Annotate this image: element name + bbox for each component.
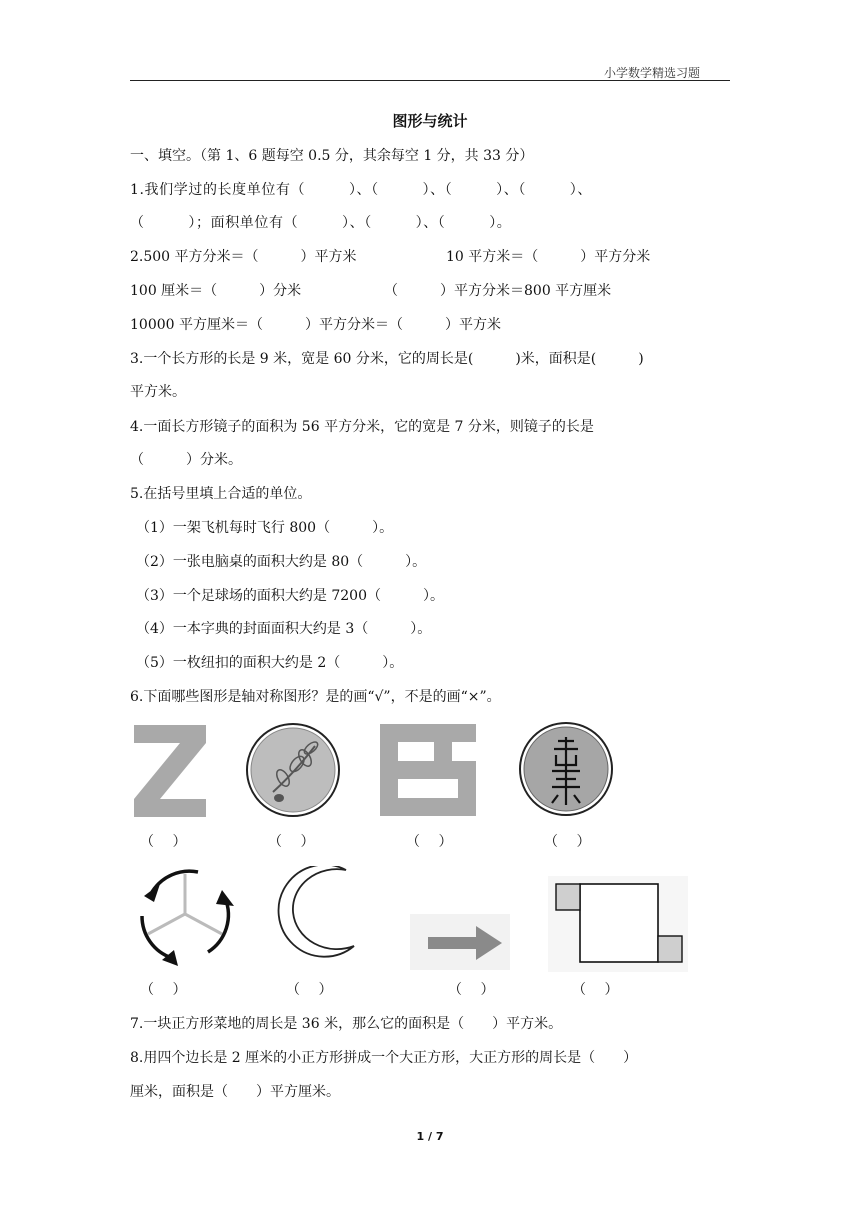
- q3-line1: 3.一个长方形的长是 9 米，宽是 60 分米，它的周长是( )米，面积是( ): [130, 351, 644, 367]
- squares-figure: [548, 876, 688, 972]
- q6-caption-1: （ ）: [140, 834, 187, 850]
- q5-item-4: （4）一本字典的封面面积大约是 3（ ）。: [136, 621, 432, 637]
- q6-caption-3: （ ）: [406, 834, 453, 850]
- q2-e: 10000 平方厘米＝（ ）平方分米＝（ ）平方米: [130, 317, 501, 333]
- q6-stem: 6.下面哪些图形是轴对称图形？是的画“√”，不是的画“×”。: [130, 689, 501, 705]
- q2-c: 100 厘米＝（ ）分米: [130, 283, 302, 299]
- leaf-coin-figure: [245, 722, 341, 818]
- q4-line2: （ ）分米。: [130, 452, 242, 468]
- q5-item-2: （2）一张电脑桌的面积大约是 80（ ）。: [136, 554, 427, 570]
- crescent-moon-figure: [274, 866, 370, 958]
- q2-b: 10 平方米＝（ ）平方分米: [446, 249, 651, 265]
- q7-line: 7.一块正方形菜地的周长是 36 米，那么它的面积是（ ）平方米。: [130, 1016, 563, 1032]
- q3-line2: 平方米。: [130, 384, 186, 400]
- q5-item-5: （5）一枚纽扣的面积大约是 2（ ）。: [136, 655, 404, 671]
- q6-caption-2: （ ）: [268, 834, 315, 850]
- q5-item-1: （1）一架飞机每时飞行 800（ ）。: [136, 520, 394, 536]
- page-header-text: 小学数学精选习题: [603, 66, 700, 80]
- q8-line2: 厘米，面积是（ ）平方厘米。: [130, 1084, 340, 1100]
- q5-stem: 5.在括号里填上合适的单位。: [130, 486, 312, 502]
- q6-caption-7: （ ）: [448, 982, 495, 998]
- q2-a: 2.500 平方分米＝（ ）平方米: [130, 249, 357, 265]
- q6-caption-4: （ ）: [544, 834, 591, 850]
- q5-item-3: （3）一个足球场的面积大约是 7200（ ）。: [136, 588, 444, 604]
- chinese-glyph-figure: [380, 724, 476, 816]
- cycle-arrows-figure: [130, 862, 240, 968]
- header-rule: [130, 80, 730, 81]
- page-number: 1 / 7: [416, 1130, 444, 1143]
- right-arrow-figure: [410, 914, 510, 970]
- letter-z-figure: [134, 725, 206, 817]
- q1-line1: 1.我们学过的长度单位有（ ）、（ ）、（ ）、（ ）、: [130, 182, 592, 198]
- section-heading: 一、填空。（第 1、6 题每空 0.5 分，其余每空 1 分，共 33 分）: [130, 148, 534, 164]
- q4-line1: 4.一面长方形镜子的面积为 56 平方分米，它的宽是 7 分米，则镜子的长是: [130, 419, 594, 435]
- q6-caption-6: （ ）: [286, 982, 333, 998]
- seal-coin-figure: [518, 721, 614, 817]
- q6-caption-8: （ ）: [572, 982, 619, 998]
- page-title: 图形与统计: [392, 112, 468, 130]
- q2-d: （ ）平方分米＝800 平方厘米: [384, 283, 612, 299]
- q8-line1: 8.用四个边长是 2 厘米的小正方形拼成一个大正方形，大正方形的周长是（ ）: [130, 1050, 638, 1066]
- q6-caption-5: （ ）: [140, 982, 187, 998]
- q1-line2: （ ）；面积单位有（ ）、（ ）、（ ）。: [130, 215, 512, 231]
